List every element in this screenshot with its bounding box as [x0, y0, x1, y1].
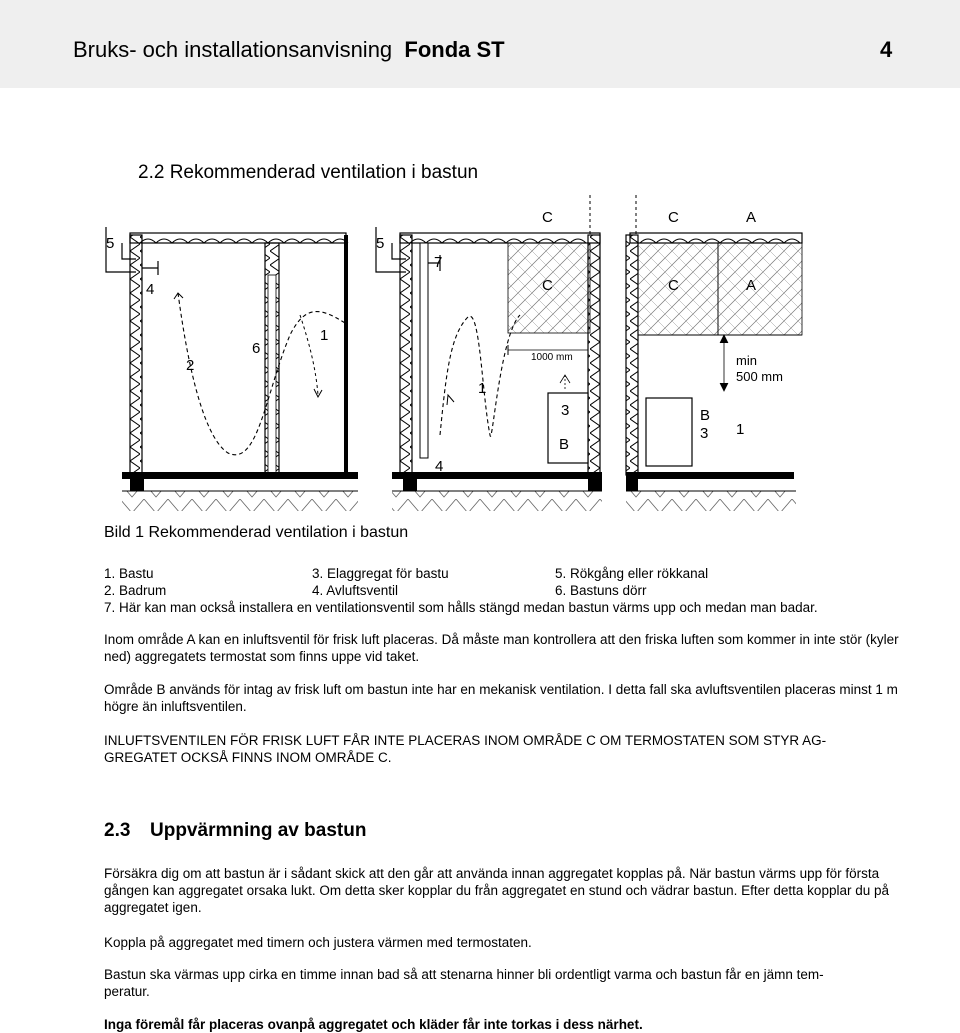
- legend-item-2: 2. Badrum: [104, 583, 167, 598]
- paragraph-heating-1: Försäkra dig om att bastun är i sådant skick att den går att använda innan aggregatet kopplas på. När bastun värms upp för första gången kan aggregatet orsaka lukt. Om detta sker kopplar du från aggregatet en stund och vädrar bastun. Efter detta kopplar du på aggregatet igen.: [104, 866, 889, 915]
- label-p2-7: 7: [434, 254, 443, 271]
- label-p3-min: min: [736, 353, 757, 368]
- label-p2-C-zone: C: [542, 277, 553, 294]
- figure-caption: Bild 1 Rekommenderad ventilation i bastun: [104, 524, 409, 541]
- paragraph-warning: Inga föremål får placeras ovanpå aggregatet och kläder får inte torkas i dess närhet.: [104, 1017, 643, 1032]
- section-heading-2-2: 2.2 Rekommenderad ventilation i bastun: [138, 162, 479, 183]
- panel-2: [376, 195, 602, 511]
- paragraph-heating-3-line-1: Bastun ska värmas upp cirka en timme innan bad så att stenarna hinner bli ordentligt varma och bastun får en jämn tem-: [104, 967, 824, 982]
- page-number: 4: [880, 37, 893, 62]
- label-p3-B: B: [700, 407, 711, 424]
- label-p2-1000mm: 1000 mm: [531, 352, 573, 363]
- paragraph-area-b: Område B används för intag av frisk luft om bastun inte har en mekanisk ventilation. I detta fall ska avluftsventilen placeras minst 1 m högre än inluftsventilen.: [104, 682, 898, 714]
- panel-3: [626, 195, 802, 511]
- document-title: [73, 37, 505, 63]
- label-p2-5: 5: [376, 235, 385, 252]
- legend-item-3: 3. Elaggregat för bastu: [312, 566, 449, 581]
- label-p3-A-top: A: [746, 209, 757, 226]
- paragraph-heating-3-line-2: peratur.: [104, 984, 150, 999]
- panel-1: [106, 227, 358, 511]
- label-p3-3: 3: [700, 425, 709, 442]
- section-heading-2-3: [104, 820, 366, 842]
- label-p1-2: 2: [186, 357, 195, 374]
- legend-item-6: 6. Bastuns dörr: [555, 583, 647, 598]
- label-p1-6: 6: [252, 340, 261, 357]
- legend-item-5: 5. Rökgång eller rökkanal: [555, 566, 709, 581]
- label-p1-1: 1: [320, 327, 329, 344]
- ventilation-diagram: [0, 195, 960, 525]
- label-p2-4: 4: [435, 458, 444, 475]
- section-number: 2.3: [104, 820, 131, 841]
- label-p2-1: 1: [478, 380, 487, 397]
- paragraph-area-c-line-1: INLUFTSVENTILEN FÖR FRISK LUFT FÅR INTE PLACERAS INOM OMRÅDE C OM TERMOSTATEN SOM STYR AG-: [104, 733, 827, 748]
- label-p1-5: 5: [106, 235, 115, 252]
- label-p3-500mm: 500 mm: [736, 369, 783, 384]
- legend-item-4: 4. Avluftsventil: [312, 583, 399, 598]
- label-p2-3: 3: [561, 402, 570, 419]
- legend-item-7: 7. Här kan man också installera en ventilationsventil som hålls stängd medan bastun värms upp och medan man badar.: [104, 600, 818, 615]
- document-title-regular: Bruks- och installationsanvisning: [73, 37, 393, 62]
- legend-item-1: 1. Bastu: [104, 566, 154, 581]
- paragraph-area-a: Inom område A kan en inluftsventil för frisk luft placeras. Då måste man kontrollera att den friska luften som kommer in inte stör (kyler ned) aggregatets termostat som finns uppe vid taket.: [104, 632, 899, 664]
- label-p2-B: B: [559, 436, 570, 453]
- label-p2-C-top: C: [542, 209, 553, 226]
- label-p3-1: 1: [736, 421, 745, 438]
- section-title: Uppvärmning av bastun: [150, 820, 367, 841]
- label-p3-C-top: C: [668, 209, 679, 226]
- paragraph-heating-2: Koppla på aggregatet med timern och justera värmen med termostaten.: [104, 935, 532, 950]
- label-p3-C-zone: C: [668, 277, 679, 294]
- document-title-product: Fonda ST: [404, 37, 505, 62]
- paragraph-area-c-line-2: GREGATET OCKSÅ FINNS INOM OMRÅDE C.: [104, 750, 392, 765]
- label-p3-A-zone: A: [746, 277, 757, 294]
- label-p1-4: 4: [146, 281, 155, 298]
- page-header: [0, 0, 960, 88]
